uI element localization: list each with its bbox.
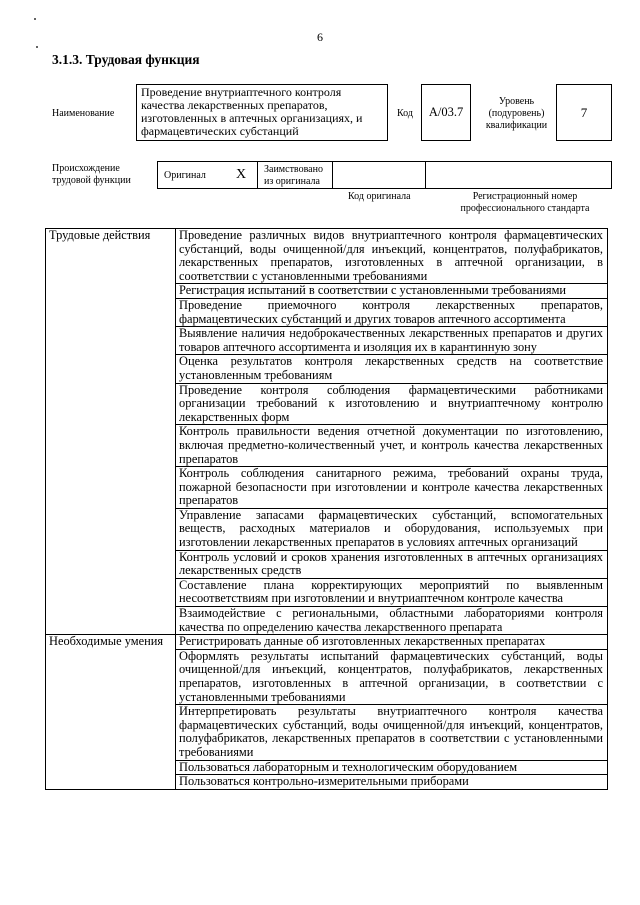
table-row <box>46 229 608 284</box>
labor-action-item: Контроль правильности ведения отчетной документации по изготовлению, включая предметно-количественный учет, и контроль качества лекарственных препаратов <box>176 425 608 467</box>
name-label: Наименование <box>52 108 115 119</box>
level-value-box <box>556 84 612 141</box>
name-value: Проведение внутриаптечного контроля качества лекарственных препаратов, изготовленных в аптечных организациях, и фармацевтических субстанций <box>141 85 363 138</box>
scan-speck <box>34 18 36 20</box>
reg-number-box <box>425 161 612 189</box>
labor-action-item: Проведение контроля соблюдения фармацевтическими работниками организации требований к изготовлению и внутриаптечному контролю лекарственных форм <box>176 383 608 425</box>
table-row <box>46 635 608 650</box>
original-box <box>157 161 258 189</box>
labor-action-item: Контроль условий и сроков хранения изготовленных в аптечных организациях лекарственных средств <box>176 550 608 578</box>
labor-action-item: Регистрация испытаний в соответствии с установленными требованиями <box>176 284 608 299</box>
labor-action-item: Управление запасами фармацевтических субстанций, вспомогательных веществ, расходных материалов и оборудования, используемых при изготовлении лекарственных препаратов в условиях аптечных организаций <box>176 508 608 550</box>
labor-action-item: Оценка результатов контроля лекарственных средств на соответствие установленным требованиям <box>176 355 608 383</box>
scan-speck <box>36 46 38 48</box>
labor-action-item: Выявление наличия недоброкачественных лекарственных препаратов и других товаров аптечного ассортимента и изоляция их в карантинную зону <box>176 327 608 355</box>
labor-action-item: Взаимодействие с региональными, областными лабораториями контроля качества по определению качества лекарственного препарата <box>176 607 608 635</box>
skill-item: Оформлять результаты испытаний фармацевтических субстанций, воды очищенной/для инъекций, концентратов, полуфабрикатов, лекарственных препаратов, изготовленных в аптечной организации, в соответствии с установленными требованиями <box>176 649 608 704</box>
labor-actions-label: Трудовые действия <box>46 229 176 635</box>
borrowed-label: Заимствовано из оригинала <box>264 164 323 187</box>
skills-label: Необходимые умения <box>46 635 176 790</box>
original-label: Оригинал <box>164 170 206 181</box>
origin-label: Происхождение трудовой функции <box>52 163 131 186</box>
code-label: Код <box>397 108 413 119</box>
level-value: 7 <box>580 105 588 120</box>
labor-action-item: Контроль соблюдения санитарного режима, требований охраны труда, пожарной безопасности при изготовлении и контроле качества лекарственных препаратов <box>176 467 608 509</box>
reg-number-label: Регистрационный номер профессионального стандарта <box>460 191 590 214</box>
section-title: 3.1.3. Трудовая функция <box>52 52 200 67</box>
name-value-box <box>136 84 388 141</box>
labor-action-item: Проведение приемочного контроля лекарственных препаратов, фармацевтических субстанций и других товаров аптечного ассортимента <box>176 298 608 326</box>
page-number: 6 <box>317 30 323 44</box>
original-code-label: Код оригинала <box>348 191 411 202</box>
level-label: Уровень (подуровень) квалификации <box>485 96 548 131</box>
code-value-box <box>421 84 471 141</box>
labor-function-table <box>45 228 608 790</box>
skill-item: Пользоваться контрольно-измерительными приборами <box>176 775 608 790</box>
skill-item: Регистрировать данные об изготовленных лекарственных препаратах <box>176 635 608 650</box>
skill-item: Интерпретировать результаты внутриаптечного контроля качества фармацевтических субстанций, воды очищенной/для инъекций, концентратов, полуфабрикатов, лекарственных препаратов в соответствии с установленными требованиями <box>176 705 608 760</box>
original-mark: X <box>236 167 247 182</box>
labor-action-item: Составление плана корректирующих мероприятий по выявленным несоответствиям при изготовлении и внутриаптечном контроле качества <box>176 578 608 606</box>
labor-action-item: Проведение различных видов внутриаптечного контроля фармацевтических субстанций, воды очищенной/для инъекций, концентратов, полуфабрикатов, лекарственных препаратов, изготовленных в аптечной организации, в соответствии с установленными требованиями <box>176 229 608 284</box>
code-value: А/03.7 <box>428 105 464 119</box>
skill-item: Пользоваться лабораторным и технологическим оборудованием <box>176 760 608 775</box>
original-code-box <box>332 161 426 189</box>
borrowed-box <box>257 161 333 189</box>
